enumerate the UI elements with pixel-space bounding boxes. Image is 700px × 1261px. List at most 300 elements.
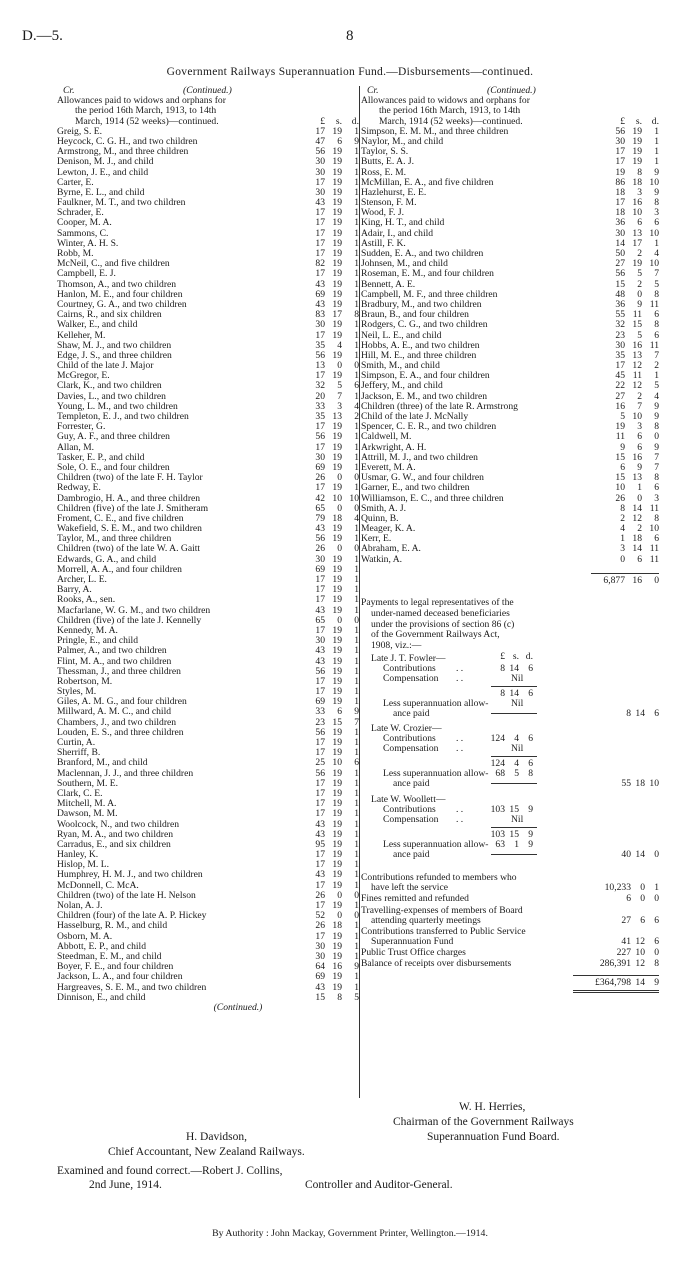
amount-shillings: 5 — [637, 330, 642, 341]
left-allowance-row — [57, 188, 359, 198]
left-allowance-row — [57, 881, 359, 891]
amount-pence: 1 — [354, 483, 359, 494]
amount-pence: 10 — [649, 259, 659, 270]
right-allowance-row — [361, 127, 659, 137]
beneficiary-name: Naylor, M., and child — [361, 136, 444, 147]
left-allowance-row — [57, 239, 359, 249]
right-allowance-row — [361, 351, 659, 361]
amount-pounds: 17 — [315, 422, 325, 433]
amount-shillings: 19 — [332, 931, 342, 942]
amount-shillings: 6 — [637, 554, 642, 565]
herries-title-2: Superannuation Fund Board. — [427, 1131, 560, 1143]
beneficiary-name: Bradbury, M., and two children — [361, 299, 482, 310]
amount-shillings: 19 — [332, 809, 342, 820]
amount-pounds: 43 — [315, 605, 325, 616]
amount-shillings: 14 — [632, 544, 642, 555]
item-amount-part: 1 — [654, 882, 659, 894]
left-allowance-row — [57, 595, 359, 605]
left-allowance-row — [57, 636, 359, 646]
left-allowance-row — [57, 993, 359, 1003]
amount-shillings: 12 — [632, 513, 642, 524]
amount-shillings: 16 — [632, 340, 642, 351]
beneficiary-name: Wood, F. J. — [361, 208, 404, 219]
amount-pounds: 14 — [615, 238, 625, 249]
beneficiary-name: Campbell, E. J. — [57, 269, 116, 280]
amount-shillings: 13 — [332, 412, 342, 423]
right-allowance-row — [361, 514, 659, 524]
left-allowance-row — [57, 575, 359, 585]
amount-pence: 9 — [354, 136, 359, 147]
amount-pounds: 43 — [315, 656, 325, 667]
amount-pence: 1 — [354, 799, 359, 810]
left-allowance-row — [57, 606, 359, 616]
amount-pounds: 36 — [615, 218, 625, 229]
right-allowance-row — [361, 422, 659, 432]
amount-pence: 2 — [354, 412, 359, 423]
amount-pounds: 17 — [315, 799, 325, 810]
amount-pence: 1 — [354, 656, 359, 667]
amount-pounds: 17 — [315, 228, 325, 239]
left-allowance-row — [57, 646, 359, 656]
beneficiary-name: Jackson, E. M., and two children — [361, 391, 488, 402]
left-allowance-row — [57, 707, 359, 717]
amount-pounds: 30 — [315, 167, 325, 178]
left-allowance-row — [57, 290, 359, 300]
amount-pounds: 47 — [315, 136, 325, 147]
left-allowance-row — [57, 911, 359, 921]
amount-pence: 1 — [354, 167, 359, 178]
beneficiary-name: Sudden, E. A., and two children — [361, 249, 484, 260]
amount-pence: 9 — [654, 442, 659, 453]
beneficiary-name: Lewton, J. E., and child — [57, 167, 149, 178]
amount-pounds: 17 — [315, 788, 325, 799]
amount-pounds: 26 — [315, 473, 325, 484]
left-allowance-row — [57, 534, 359, 544]
beneficiary-name: Hargreaves, S. E. M., and two children — [57, 982, 207, 993]
amount-pence: 1 — [354, 371, 359, 382]
amount-pounds: 43 — [315, 870, 325, 881]
right-allowance-row — [361, 157, 659, 167]
item-label-1: Balance of receipts over disbursements — [361, 958, 512, 970]
amount-pounds: 43 — [315, 198, 325, 209]
amount-pounds: 9 — [620, 442, 625, 453]
less-label-1: Less superannuation allow- — [383, 839, 489, 851]
amount-pounds: 30 — [615, 340, 625, 351]
left-allowance-row — [57, 178, 359, 188]
beneficiary-name: Steedman, E. M., and child — [57, 951, 162, 962]
amount-pence: 10 — [349, 493, 359, 504]
amount-pounds: 36 — [615, 299, 625, 310]
contributions-amount — [481, 734, 533, 744]
amount-pounds: 25 — [315, 758, 325, 769]
contributions-label: Contributions — [383, 733, 436, 745]
amount-shillings: 19 — [332, 951, 342, 962]
amount-pence: 1 — [354, 330, 359, 341]
less-label-1: Less superannuation allow- — [383, 698, 489, 710]
sum-amount-part: 124 — [490, 758, 505, 770]
amount-pence: 9 — [654, 401, 659, 412]
amount-pence: 1 — [354, 575, 359, 586]
amount-shillings: 19 — [332, 982, 342, 993]
beneficiary-name: Guy, A. F., and three children — [57, 432, 170, 443]
left-allowance-row — [57, 198, 359, 208]
amount-shillings: 10 — [332, 493, 342, 504]
amount-pounds: 69 — [315, 972, 325, 983]
left-allowance-row — [57, 351, 359, 361]
amount-pounds: 26 — [315, 890, 325, 901]
legal-estate-fowler — [361, 651, 659, 726]
compensation-amount: Nil — [511, 673, 524, 685]
amount-pounds: 17 — [315, 687, 325, 698]
left-allowance-row — [57, 494, 359, 504]
beneficiary-name: Ryan, M. A., and two children — [57, 829, 174, 840]
amount-shillings: 19 — [332, 768, 342, 779]
amount-pounds: 17 — [315, 880, 325, 891]
herries-title-1: Chairman of the Government Railways — [393, 1116, 574, 1128]
beneficiary-name: Sammons, C. — [57, 228, 109, 239]
legal-line-5: 1908, viz.:— — [371, 640, 422, 652]
amount-pounds: 15 — [315, 992, 325, 1003]
amount-pounds: 26 — [615, 493, 625, 504]
amount-pence: 1 — [354, 279, 359, 290]
less-amount-part: 68 — [495, 768, 505, 780]
left-allowance-row — [57, 453, 359, 463]
amount-shillings: 0 — [337, 503, 342, 514]
left-allowance-row — [57, 463, 359, 473]
amount-pence: 1 — [354, 564, 359, 575]
amount-shillings: 2 — [637, 524, 642, 535]
amount-pence: 8 — [654, 422, 659, 433]
legal-line-3: under the provisions of section 86 (c) — [371, 618, 515, 630]
amount-pence: 1 — [354, 982, 359, 993]
amount-pence: 1 — [354, 249, 359, 260]
left-allowance-row — [57, 249, 359, 259]
beneficiary-name: Edge, J. S., and three children — [57, 350, 172, 361]
amount-shillings: 19 — [332, 901, 342, 912]
right-allowance-row — [361, 300, 659, 310]
amount-shillings: 0 — [337, 473, 342, 484]
amount-pounds: 17 — [315, 778, 325, 789]
amount-pounds: 43 — [315, 829, 325, 840]
amount-shillings: 18 — [632, 534, 642, 545]
beneficiary-name: Styles, M. — [57, 687, 97, 698]
amount-pounds: 17 — [615, 361, 625, 372]
right-allowance-row — [361, 402, 659, 412]
amount-pence: 11 — [649, 554, 659, 565]
beneficiary-name: Macfarlane, W. G. M., and two children — [57, 605, 211, 616]
amount-pence: 6 — [354, 381, 359, 392]
beneficiary-name: Davies, L., and two children — [57, 391, 166, 402]
amount-pence: 1 — [354, 921, 359, 932]
amount-pounds: 79 — [315, 513, 325, 524]
amount-pounds: 43 — [315, 524, 325, 535]
amount-shillings: 0 — [337, 361, 342, 372]
amount-pence: 1 — [354, 157, 359, 168]
amount-shillings: 19 — [332, 462, 342, 473]
right-allowance-row — [361, 504, 659, 514]
amount-shillings: 6 — [337, 707, 342, 718]
amount-pence: 1 — [354, 697, 359, 708]
less-amount: Nil — [511, 698, 524, 710]
amount-pounds: 56 — [315, 534, 325, 545]
left-heading-2: the period 16th March, 1913, to 14th — [75, 105, 217, 117]
sum-amount-part: 8 — [500, 688, 505, 700]
leader-dots: . . — [456, 814, 464, 826]
grand-total-amount — [579, 978, 659, 988]
amount-shillings: 19 — [632, 136, 642, 147]
right-allowance-row — [361, 280, 659, 290]
right-continued: (Continued.) — [487, 85, 536, 96]
right-allowance-row — [361, 269, 659, 279]
contributions-amount-part: 14 — [509, 663, 519, 675]
amount-pounds: 69 — [315, 564, 325, 575]
amount-pounds: 27 — [615, 391, 625, 402]
left-allowance-row — [57, 657, 359, 667]
amount-shillings: 19 — [332, 625, 342, 636]
unit-pence: d. — [351, 116, 359, 127]
amount-pounds: 30 — [315, 554, 325, 565]
item-amount-part: 227 — [616, 946, 631, 958]
amount-pounds: 17 — [315, 269, 325, 280]
legal-estates — [361, 652, 659, 867]
left-allowance-row — [57, 799, 359, 809]
less-amount — [481, 840, 533, 850]
left-allowance-row — [57, 809, 359, 819]
beneficiary-name: Millward, A. M. C., and child — [57, 707, 172, 718]
amount-pounds: 17 — [315, 860, 325, 871]
less-amount — [481, 769, 533, 779]
amount-shillings: 19 — [332, 595, 342, 606]
beneficiary-name: Chambers, J., and two children — [57, 717, 177, 728]
item-transfer — [361, 927, 659, 948]
amount-pounds: 56 — [615, 126, 625, 137]
contributions-amount-part: 6 — [528, 663, 533, 675]
amount-pounds: 33 — [315, 401, 325, 412]
item-amount-part: 10,233 — [604, 882, 631, 894]
amount-shillings: 12 — [632, 381, 642, 392]
amount-shillings: 1 — [637, 483, 642, 494]
contributions-amount-part: 4 — [514, 733, 519, 745]
less-label-2: ance paid — [393, 708, 430, 720]
item-amount — [591, 959, 659, 969]
beneficiary-name: Edwards, G. A., and child — [57, 554, 157, 565]
amount-shillings: 7 — [637, 401, 642, 412]
beneficiary-name: Children (two) of the late F. H. Taylor — [57, 473, 203, 484]
beneficiary-name: Ross, E. M. — [361, 167, 407, 178]
beneficiary-name: Rooks, A., sen. — [57, 595, 116, 606]
amount-pence: 10 — [649, 177, 659, 188]
amount-pounds: 22 — [615, 381, 625, 392]
amount-pounds: 64 — [315, 962, 325, 973]
printer-imprint: By Authority : John Mackay, Government Printer, Wellington.—1914. — [212, 1228, 488, 1239]
estate-total — [607, 779, 659, 789]
beneficiary-name: Nolan, A. J. — [57, 901, 103, 912]
right-allowance-row — [361, 483, 659, 493]
amount-shillings: 19 — [332, 575, 342, 586]
beneficiary-name: Children (two) of the late H. Nelson — [57, 890, 196, 901]
controller-title: Controller and Auditor-General. — [305, 1179, 453, 1191]
left-allowance-row — [57, 789, 359, 799]
left-allowance-row — [57, 331, 359, 341]
amount-shillings: 19 — [332, 452, 342, 463]
amount-shillings: 19 — [632, 157, 642, 168]
left-allowance-row — [57, 341, 359, 351]
left-allowance-row — [57, 983, 359, 993]
amount-shillings: 19 — [332, 228, 342, 239]
amount-pence: 1 — [354, 452, 359, 463]
amount-pence: 1 — [654, 126, 659, 137]
amount-pounds: 69 — [315, 462, 325, 473]
beneficiary-name: Williamson, E. C., and three children — [361, 493, 504, 504]
amount-pounds: 11 — [615, 432, 625, 443]
left-allowance-row — [57, 168, 359, 178]
item-amount-part: 12 — [635, 935, 645, 947]
right-allowance-list — [361, 127, 659, 565]
estate-total — [607, 709, 659, 719]
amount-shillings: 19 — [332, 860, 342, 871]
amount-pounds: 16 — [615, 401, 625, 412]
amount-pence: 4 — [354, 513, 359, 524]
beneficiary-name: Meager, K. A. — [361, 524, 416, 535]
amount-shillings: 18 — [632, 177, 642, 188]
amount-pounds: 45 — [615, 371, 625, 382]
right-allowance-row — [361, 290, 659, 300]
amount-pounds: 30 — [315, 951, 325, 962]
amount-shillings: 0 — [337, 615, 342, 626]
right-heading-3: March, 1914 (52 weeks)—continued. — [379, 116, 523, 127]
amount-pounds: 65 — [315, 615, 325, 626]
amount-pence: 1 — [354, 259, 359, 270]
item-amount-part: 0 — [640, 882, 645, 894]
estate-total — [607, 850, 659, 860]
page-reference: D.—5. — [22, 28, 63, 44]
beneficiary-name: Shaw, M. J., and two children — [57, 340, 172, 351]
left-allowance-row — [57, 402, 359, 412]
right-allowance-row — [361, 341, 659, 351]
amount-shillings: 10 — [332, 758, 342, 769]
amount-pence: 1 — [354, 870, 359, 881]
left-continued-footer: (Continued.) — [213, 1001, 263, 1013]
right-allowance-row — [361, 178, 659, 188]
amount-pence: 1 — [354, 340, 359, 351]
amount-pounds: 56 — [615, 269, 625, 280]
beneficiary-name: Campbell, M. F., and three children — [361, 289, 498, 300]
amount-pence: 1 — [354, 880, 359, 891]
left-allowance-row — [57, 769, 359, 779]
left-continued: (Continued.) — [183, 85, 232, 96]
amount-pounds: 17 — [315, 901, 325, 912]
amount-pence: 7 — [654, 452, 659, 463]
amount-pounds: 19 — [615, 167, 625, 178]
left-allowance-row — [57, 779, 359, 789]
amount-shillings: 11 — [632, 310, 642, 321]
amount-pounds: 50 — [615, 249, 625, 260]
left-allowance-row — [57, 524, 359, 534]
left-allowance-row — [57, 738, 359, 748]
item-amount-part: 10 — [635, 946, 645, 958]
estate-total-part: 40 — [621, 849, 631, 861]
amount-pence: 1 — [354, 585, 359, 596]
compensation-amount: Nil — [511, 814, 524, 826]
beneficiary-name: Carter, E. — [57, 177, 94, 188]
beneficiary-name: McNeil, C., and five children — [57, 259, 170, 270]
amount-pence: 1 — [354, 422, 359, 433]
beneficiary-name: Taylor, M., and three children — [57, 534, 172, 545]
amount-shillings: 19 — [332, 778, 342, 789]
item-fines — [361, 894, 659, 906]
beneficiary-name: Osborn, M. A. — [57, 931, 113, 942]
unit-pound: £ — [320, 116, 325, 127]
amount-pence: 7 — [654, 350, 659, 361]
beneficiary-name: Clark, C. E. — [57, 788, 103, 799]
beneficiary-name: Braun, B., and four children — [361, 310, 469, 321]
beneficiary-name: Courtney, G. A., and two children — [57, 299, 187, 310]
amount-shillings: 19 — [332, 483, 342, 494]
amount-shillings: 19 — [332, 676, 342, 687]
left-allowance-row — [57, 300, 359, 310]
amount-pence: 1 — [354, 524, 359, 535]
item-amount-part: 0 — [654, 893, 659, 905]
amount-shillings: 17 — [332, 310, 342, 321]
beneficiary-name: Butts, E. A. J. — [361, 157, 415, 168]
contributions-amount-part: 6 — [528, 733, 533, 745]
left-allowance-row — [57, 483, 359, 493]
beneficiary-name: Mitchell, M. A. — [57, 799, 117, 810]
right-heading-2: the period 16th March, 1913, to 14th — [379, 105, 521, 117]
amount-shillings: 10 — [632, 208, 642, 219]
amount-shillings: 3 — [337, 401, 342, 412]
beneficiary-name: Robb, M. — [57, 249, 94, 260]
amount-pounds: 5 — [620, 412, 625, 423]
subtotal-pence: 0 — [654, 574, 659, 586]
estate-total-part: 14 — [635, 849, 645, 861]
amount-pounds: 30 — [315, 941, 325, 952]
beneficiary-name: Boyer, F. E., and four children — [57, 962, 174, 973]
item-amount — [591, 937, 659, 947]
amount-pounds: 17 — [315, 371, 325, 382]
amount-shillings: 19 — [332, 299, 342, 310]
left-allowance-row — [57, 432, 359, 442]
unit-shilling: s. — [635, 116, 642, 127]
beneficiary-name: Hasselburg, R. M., and child — [57, 921, 168, 932]
contributions-amount-part: 15 — [509, 804, 519, 816]
beneficiary-name: Astill, F. K. — [361, 238, 406, 249]
left-allowance-row — [57, 687, 359, 697]
item-label-2: have left the service — [371, 882, 448, 894]
left-allowance-row — [57, 758, 359, 768]
amount-pence: 9 — [654, 187, 659, 198]
amount-pence: 8 — [654, 320, 659, 331]
leader-dots: . . — [456, 733, 464, 745]
amount-shillings: 19 — [332, 870, 342, 881]
amount-shillings: 16 — [632, 198, 642, 209]
estate-name: Late W. Crozier— — [371, 723, 442, 735]
beneficiary-name: Greig, S. E. — [57, 126, 103, 137]
estate-name: Late W. Woollett— — [371, 794, 446, 806]
beneficiary-name: Garner, E., and two children — [361, 483, 470, 494]
beneficiary-name: Byrne, E. L., and child — [57, 187, 145, 198]
amount-shillings: 15 — [632, 320, 642, 331]
amount-pounds: 42 — [315, 493, 325, 504]
amount-pence: 1 — [354, 432, 359, 443]
item-balance — [361, 959, 659, 971]
amount-pounds: 17 — [315, 625, 325, 636]
sum-amount-part: 6 — [528, 688, 533, 700]
right-column — [361, 86, 659, 989]
column-divider — [359, 86, 360, 1098]
beneficiary-name: Children (three) of the late R. Armstrong — [361, 401, 518, 412]
right-allowance-row — [361, 524, 659, 534]
